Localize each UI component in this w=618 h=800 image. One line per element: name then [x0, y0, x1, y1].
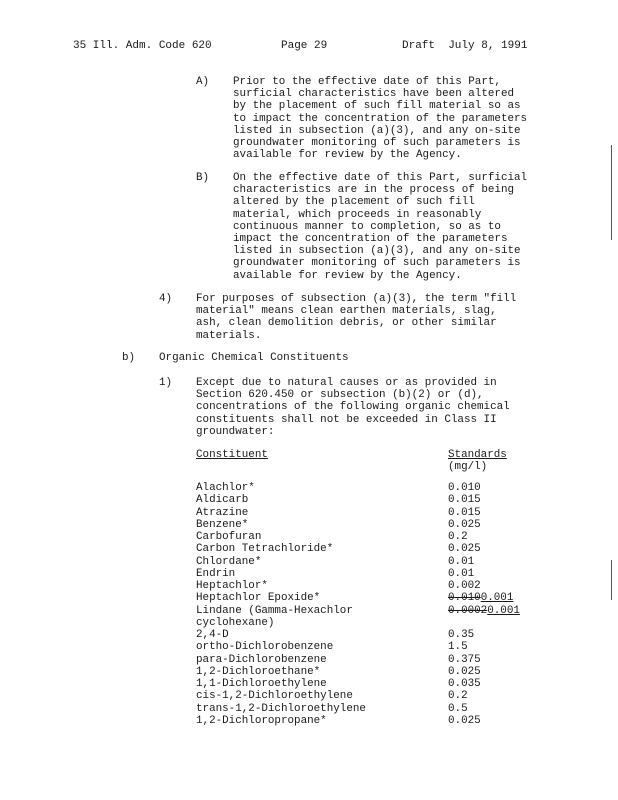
table-row — [196, 531, 526, 543]
item-1-line: Section 620.450 or subsection (b)(2) or (d), — [196, 389, 484, 402]
table-row — [196, 605, 526, 617]
header-draft-date: Draft July 8, 1991 — [402, 40, 528, 52]
constituent-name: cyclohexane) — [196, 616, 275, 629]
item-1-line: groundwater: — [196, 425, 275, 438]
item-B-line: altered by the placement of such fill — [233, 196, 475, 209]
item-B-line: material, which proceeds in reasonably — [233, 208, 482, 221]
item-B-label: B) — [196, 172, 210, 184]
table-row — [196, 482, 526, 494]
section-b-heading: Organic Chemical Constituents — [159, 352, 349, 364]
item-B-text — [233, 172, 527, 282]
table-row — [196, 507, 526, 519]
table-row — [196, 703, 526, 715]
header-citation: 35 Ill. Adm. Code 620 — [73, 40, 212, 52]
constituent-name: Lindane (Gamma-Hexachlor — [196, 604, 353, 617]
item-4-label: 4) — [159, 293, 173, 305]
table-row — [196, 678, 526, 690]
table-row — [196, 690, 526, 702]
item-4-text — [196, 293, 516, 342]
column-header-constituent: Constituent — [196, 449, 268, 461]
table-row — [196, 641, 526, 653]
standard-value: 0.375 — [448, 653, 481, 666]
table-row — [196, 519, 526, 531]
standard-value: 0.01 — [448, 567, 475, 580]
standard-value: 0.025 — [448, 665, 481, 678]
constituent-name: Alachlor* — [196, 482, 255, 494]
table-row — [196, 543, 526, 555]
constituent-name: Endrin — [196, 567, 236, 580]
item-A-text — [233, 76, 527, 161]
standard-value: 0.035 — [448, 678, 481, 690]
constituent-name: Carbon Tetrachloride* — [196, 543, 334, 556]
table-row — [196, 494, 526, 506]
item-4-line: material" means clean earthen materials, slag, — [196, 305, 497, 318]
table-row — [196, 592, 526, 604]
constituent-name: Carbofuran — [196, 531, 262, 543]
table-row — [196, 617, 526, 629]
item-4-line: ash, clean demolition debris, or other similar — [196, 317, 497, 330]
item-A-line: available for review by the Agency. — [233, 149, 462, 162]
header-page-number: Page 29 — [281, 40, 328, 52]
constituent-name: 1,1-Dichloroethylene — [196, 678, 327, 690]
inserted-standard-value: 0.001 — [487, 604, 520, 617]
column-header-standards: Standards — [448, 449, 507, 461]
standard-value: 0.2 — [448, 690, 468, 703]
item-A-line: groundwater monitoring of such parameters is — [233, 137, 521, 150]
constituent-name: ortho-Dichlorobenzene — [196, 641, 334, 654]
constituent-name: Atrazine — [196, 506, 249, 519]
constituent-name: Heptachlor* — [196, 580, 268, 592]
item-A-line: surficial characteristics have been altered — [233, 88, 515, 101]
item-1-line: Except due to natural causes or as provided in — [196, 377, 497, 389]
item-A-label: A) — [196, 76, 210, 88]
standard-value: 0.015 — [448, 506, 481, 519]
item-A-line: Prior to the effective date of this Part, — [233, 76, 501, 88]
item-A-line: listed in subsection (a)(3), and any on-site — [233, 124, 521, 137]
item-B-line: available for review by the Agency. — [233, 269, 462, 282]
item-B-line: On the effective date of this Part, surficial — [233, 172, 528, 184]
item-1-label: 1) — [159, 377, 173, 389]
item-4-line: materials. — [196, 329, 262, 342]
item-1-line: constituents shall not be exceeded in Class II — [196, 413, 497, 426]
column-header-units: (mg/l) — [448, 461, 488, 473]
item-1-text — [196, 377, 510, 438]
constituent-name: Heptachlor Epoxide* — [196, 592, 321, 605]
standard-value: 0.015 — [448, 494, 481, 507]
constituent-name: para-Dichlorobenzene — [196, 653, 327, 666]
constituent-name: cis-1,2-Dichloroethylene — [196, 690, 353, 703]
item-B-line: characteristics are in the process of being — [233, 184, 515, 197]
table-row — [196, 580, 526, 592]
item-B-line: impact the concentration of the parameters — [233, 233, 508, 246]
table-row — [196, 715, 526, 727]
item-4-line: For purposes of subsection (a)(3), the term "fill — [196, 293, 517, 305]
table-row — [196, 654, 526, 666]
constituent-name: Benzene* — [196, 518, 249, 531]
constituent-name: 1,2-Dichloroethane* — [196, 665, 321, 678]
item-B-line: groundwater monitoring of such parameters is — [233, 257, 521, 270]
deleted-standard-value: 0.0002 — [448, 604, 488, 617]
constituent-name: 1,2-Dichloropropane* — [196, 714, 327, 727]
standard-value: 0.002 — [448, 580, 481, 592]
standard-value: 0.010 — [448, 482, 481, 494]
deleted-standard-value: 0.010 — [448, 592, 481, 605]
standard-value — [448, 605, 520, 617]
item-1-line: concentrations of the following organic chemical — [196, 401, 510, 414]
table-row — [196, 666, 526, 678]
constituent-name: Chlordane* — [196, 555, 262, 568]
standard-value: 0.5 — [448, 702, 468, 715]
standard-value: 0.01 — [448, 555, 475, 568]
standard-value: 0.025 — [448, 543, 481, 556]
revision-margin-bar — [611, 145, 612, 240]
item-B-line: listed in subsection (a)(3), and any on-site — [233, 245, 521, 258]
table-row — [196, 568, 526, 580]
standard-value: 1.5 — [448, 641, 468, 654]
standard-value: 0.35 — [448, 629, 475, 641]
revision-margin-bar — [611, 560, 612, 600]
constituent-name: Aldicarb — [196, 494, 249, 507]
inserted-standard-value: 0.001 — [480, 592, 514, 605]
item-A-line: by the placement of such fill material so as — [233, 100, 521, 113]
standard-value: 0.2 — [448, 531, 468, 543]
item-A-line: to impact the concentration of the parameters — [233, 112, 528, 125]
standard-value: 0.025 — [448, 518, 481, 531]
standard-value — [448, 592, 513, 604]
table-row — [196, 556, 526, 568]
table-row — [196, 629, 526, 641]
constituent-name: 2,4-D — [196, 629, 229, 641]
standard-value: 0.025 — [448, 714, 481, 727]
section-b-label: b) — [122, 352, 136, 364]
constituent-name: trans-1,2-Dichloroethylene — [196, 702, 366, 715]
item-B-line: continuous manner to completion, so as to — [233, 220, 501, 233]
